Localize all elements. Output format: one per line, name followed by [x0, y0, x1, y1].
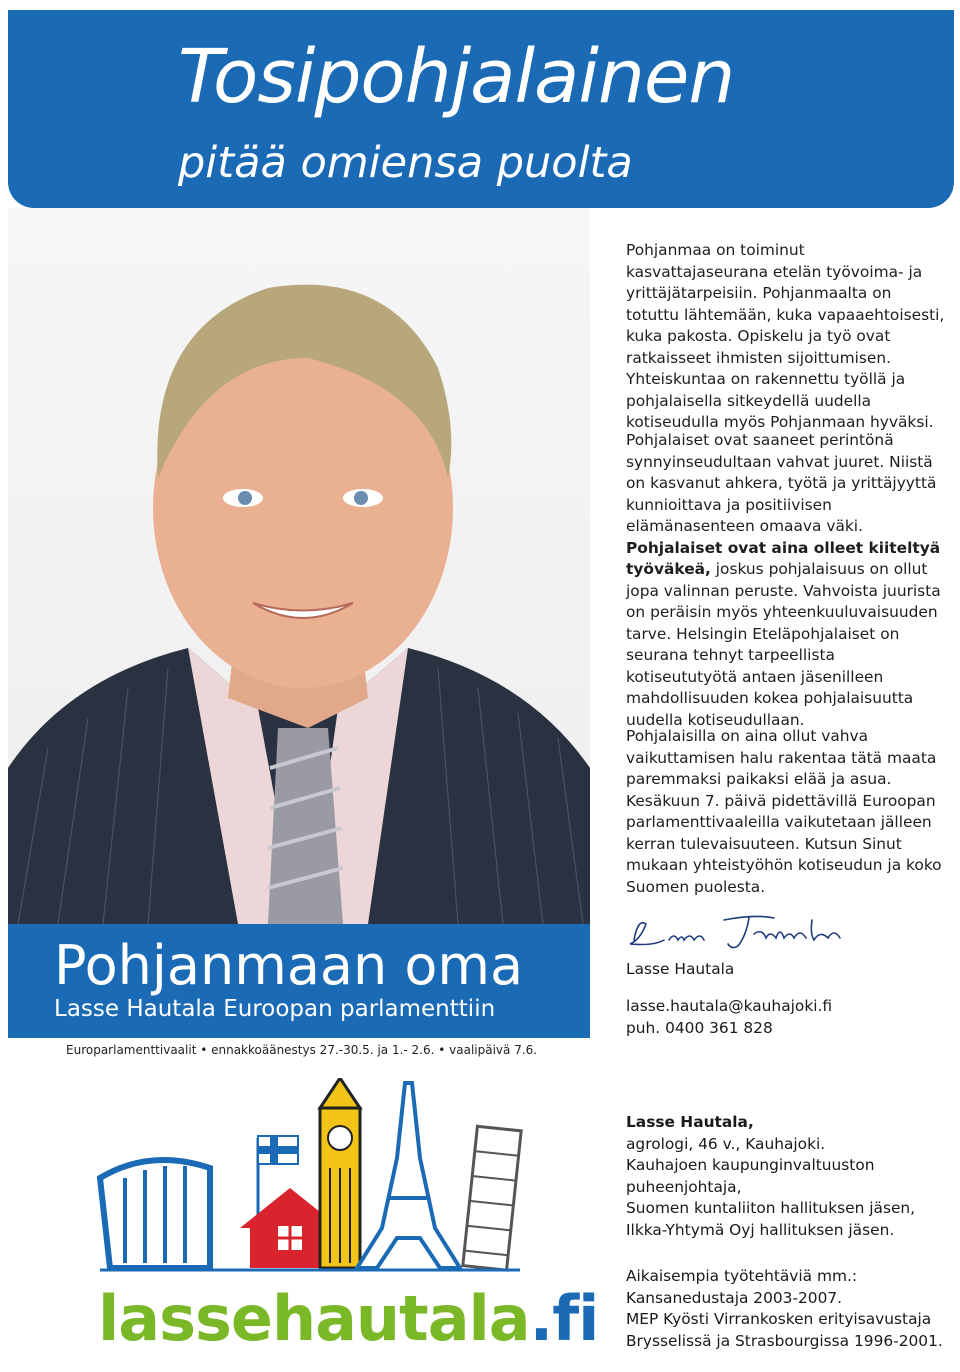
candidate-portrait [8, 208, 590, 924]
body-paragraph-3 [626, 726, 946, 898]
landmarks-logo-icon [90, 1078, 530, 1278]
para1-text: Pohjanmaa on toiminut kasvattajaseurana etelän työvoima- ja yrittäjätarpeisiin. Pohjanmaalta on totuttu lähtemään, kuka vapaaehtoisesti, kuka pakosta. Opiskelu ja työ ovat ratkaisseet ihmisten sijoittumisen. Yhteiskuntaa on rakennettu työllä ja pohjalaisella sitkeydellä uudella kotiseudulla myös Pohjanmaan hyväksi. [626, 241, 945, 431]
website-tld: .fi [529, 1282, 599, 1355]
bio-line: Suomen kuntaliiton hallituksen jäsen, [626, 1199, 916, 1217]
para2-bold: Pohjalaiset ovat aina olleet kiiteltyä työväkeä, [626, 538, 941, 578]
para2-text [626, 430, 946, 731]
para2-end: joskus pohjalaisuus on ollut jopa valinnan peruste. Vahvoista juurista on peräisin myös yhteenkuuluvaisuuden tarve. Helsingin Eteläpohjalaiset on seurana tehnyt tarpeellista kotiseututyötä antaen jäsenilleen mahdollisuuden kokea pohjalaisuutta uudella kotiseudullaan. [626, 560, 941, 729]
body-paragraph-2 [626, 430, 946, 731]
body-paragraph-1 [626, 240, 946, 434]
banner-headline: Pohjanmaan oma [54, 934, 524, 997]
title-line2: pitää omiensa puolta [178, 138, 633, 188]
bio-line: Kauhajoen kaupunginvaltuuston [626, 1156, 875, 1174]
website-url[interactable] [98, 1282, 598, 1355]
bio-line: puheenjohtaja, [626, 1177, 742, 1196]
website-main: lassehautala [98, 1282, 530, 1355]
banner-subline: Lasse Hautala Euroopan parlamenttiin [54, 996, 496, 1022]
earlier-heading: Aikaisempia työtehtäviä mm.: [626, 1267, 858, 1285]
earlier-positions [626, 1266, 946, 1352]
email-link[interactable]: lasse.hautala@kauhajoki.fi [626, 997, 833, 1015]
para2-start: Pohjalaiset ovat saaneet perintönä synnyinseudultaan vahvat juuret. Niistä on kasvanut ahkera, työtä ja yrittäjyyttä kunnioittava ja positiivisen elämänasenteen omaava väki. [626, 431, 937, 535]
earlier-line: Kansanedustaja 2003-2007. [626, 1288, 843, 1307]
para3-text: Pohjalaisilla on aina ollut vahva vaikuttamisen halu rakentaa tätä maata paremmaksi paikaksi elää ja asua. Kesäkuun 7. päivä pidettävillä Euroopan parlamenttivaaleilla vaikutetaan jälleen kerran tulevaisuuteen. Kutsun Sinut mukaan yhteistyöhön kotiseudun ja koko Suomen puolesta. [626, 727, 942, 896]
earlier-line: MEP Kyösti Virrankosken erityisavustaja [626, 1310, 932, 1328]
title-line1: Tosipohjalainen [178, 34, 735, 120]
bio-line: Ilkka-Yhtymä Oyj hallituksen jäsen. [626, 1220, 895, 1239]
slogan-banner [8, 924, 590, 1038]
contact-block [626, 996, 832, 1039]
phone-number: puh. 0400 361 828 [626, 1018, 773, 1037]
handwritten-signature [624, 910, 874, 956]
bio-block [626, 1112, 946, 1241]
signature-name: Lasse Hautala [626, 960, 735, 978]
bio-line: agrologi, 46 v., Kauhajoki. [626, 1134, 826, 1153]
earlier-line: Brysselissä ja Strasbourgissa 1996-2001. [626, 1331, 943, 1350]
bio-name: Lasse Hautala, [626, 1113, 754, 1131]
header-banner [8, 10, 954, 208]
election-info: Europarlamenttivaalit • ennakkoäänestys 27.-30.5. ja 1.- 2.6. • vaalipäivä 7.6. [66, 1043, 538, 1057]
